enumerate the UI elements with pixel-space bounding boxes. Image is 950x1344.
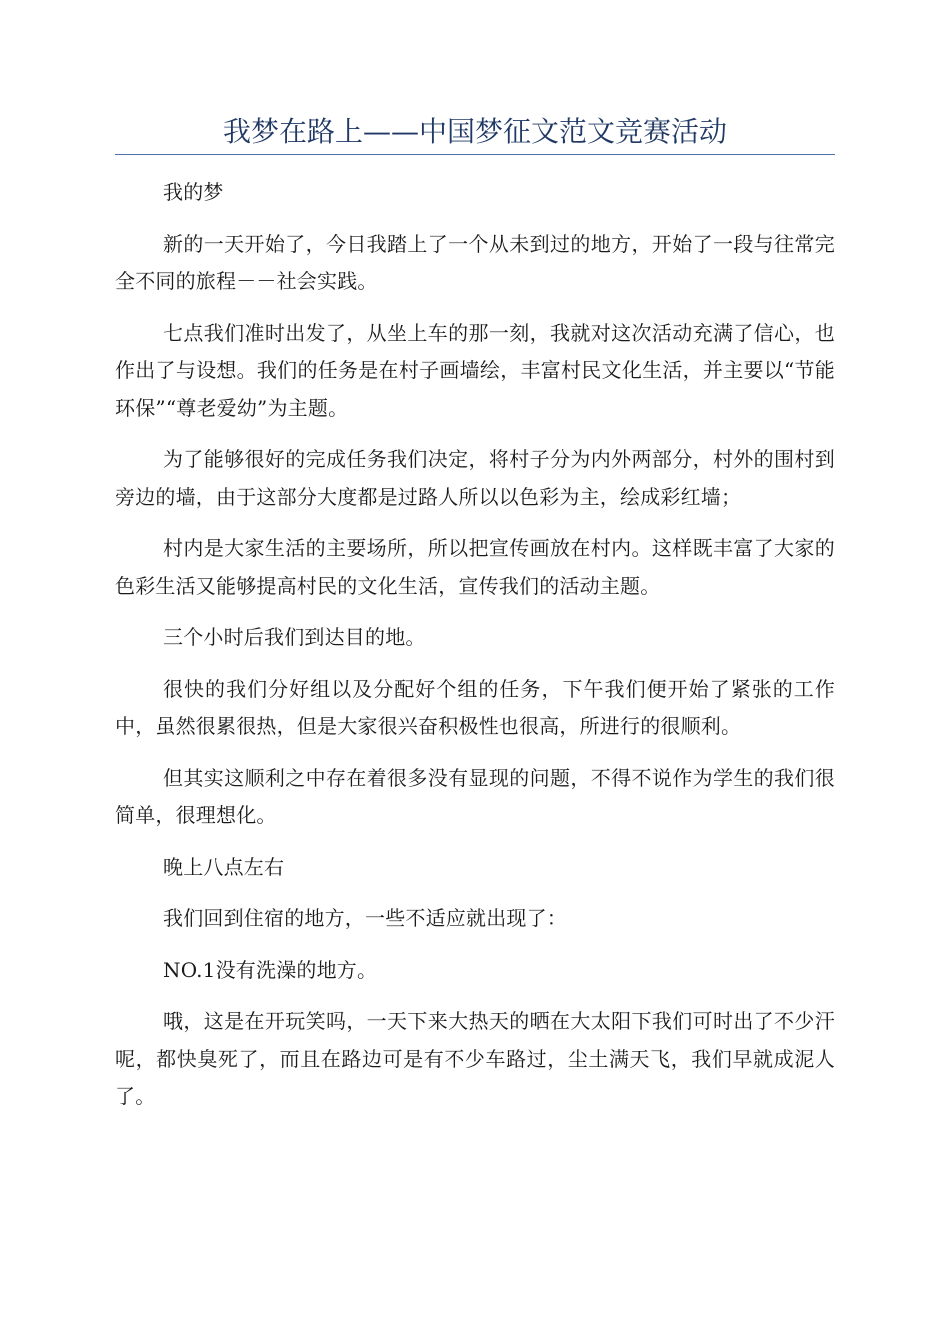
paragraph: 新的一天开始了，今日我踏上了一个从未到过的地方，开始了一段与往常完全不同的旅程－－社会实践。 bbox=[115, 231, 835, 293]
paragraph: 我的梦 bbox=[163, 180, 224, 204]
paragraph: 哦，这是在开玩笑吗，一天下来大热天的晒在大太阳下我们可时出了不少汗呢，都快臭死了，而且在路边可是有不少车路过，尘土满天飞，我们早就成泥人了。 bbox=[115, 1009, 835, 1108]
paragraph: 三个小时后我们到达目的地。 bbox=[163, 625, 426, 649]
paragraph: 晚上八点左右 bbox=[163, 854, 285, 879]
document-title: 我梦在路上——中国梦征文范文竞赛活动 bbox=[222, 115, 727, 148]
paragraph: 为了能够很好的完成任务我们决定，将村子分为内外两部分，村外的围村到旁边的墙，由于这部分大度都是过路人所以以色彩为主，绘成彩红墙； bbox=[115, 447, 835, 509]
paragraph: 七点我们准时出发了，从坐上车的那一刻，我就对这次活动充满了信心，也作出了与设想。我们的任务是在村子画墙绘，丰富村民文化生活，并主要以“节能环保”“尊老爱幼”为主题。 bbox=[115, 320, 835, 420]
document-body bbox=[115, 174, 835, 1130]
paragraph: 但其实这顺利之中存在着很多没有显现的问题，不得不说作为学生的我们很简单，很理想化。 bbox=[115, 765, 835, 827]
title-underline bbox=[115, 154, 835, 155]
paragraph: 我们回到住宿的地方，一些不适应就出现了： bbox=[163, 906, 567, 930]
paragraph: 村内是大家生活的主要场所，所以把宣传画放在村内。这样既丰富了大家的色彩生活又能够提高村民的文化生活，宣传我们的活动主题。 bbox=[115, 536, 835, 598]
paragraph: 很快的我们分好组以及分配好个组的任务，下午我们便开始了紧张的工作中，虽然很累很热，但是大家很兴奋积极性也很高，所进行的很顺利。 bbox=[115, 676, 835, 738]
paragraph: NO.1没有洗澡的地方。 bbox=[163, 957, 378, 982]
